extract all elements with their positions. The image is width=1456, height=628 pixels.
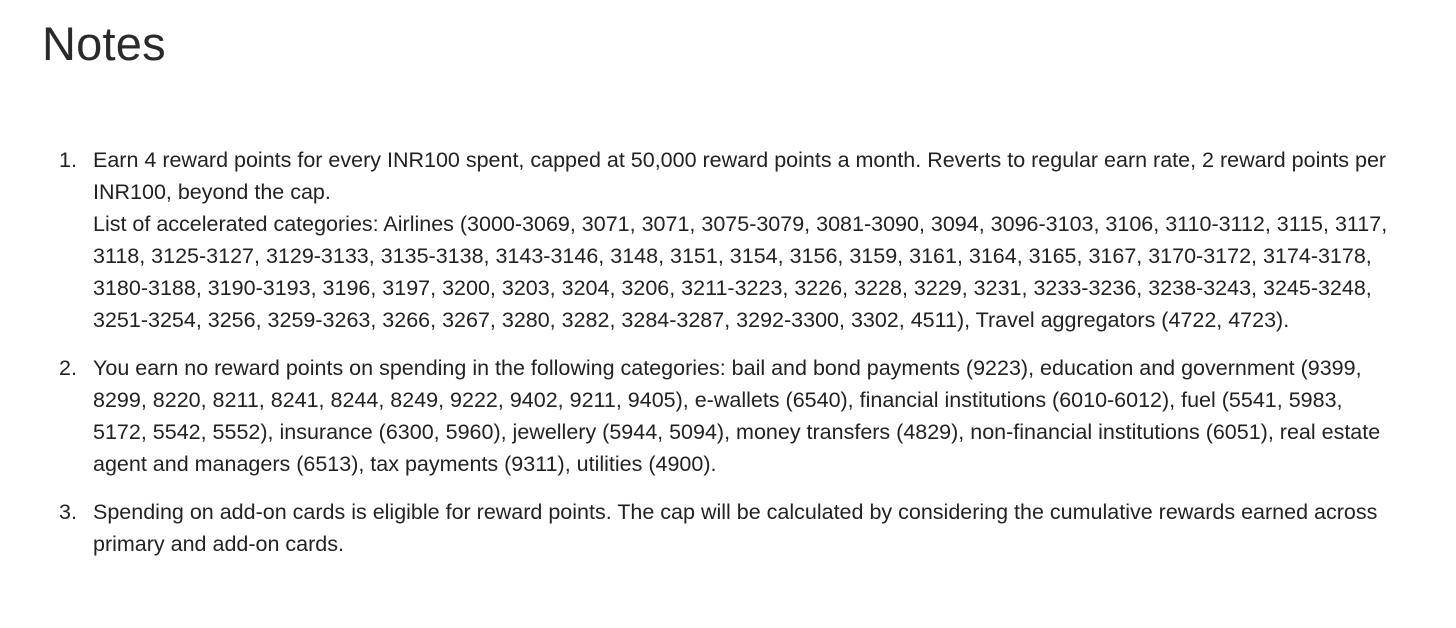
note-text: You earn no reward points on spending in the following categories: bail and bond payments (9223), education and government (9399, 8299, 8220, 8211, 8241, 8244, 8249, 9222, 9402, 9211, 9405), e-wallets (6540), financial institutions (6010-6012), fuel (5541, 5983, 5172, 5542, 5552), insurance (6300, 5960), jewellery (5944, 5094), money transfers (4829), non-financial institutions (6051), real estate agent and managers (6513), tax payments (9311), utilities (4900).	[93, 356, 1381, 476]
notes-list	[0, 144, 1440, 576]
note-number: 3.	[59, 500, 77, 524]
note-number: 2.	[59, 356, 77, 380]
note-number: 1.	[59, 148, 77, 172]
note-item-3	[0, 496, 1388, 560]
note-text: Spending on add-on cards is eligible for reward points. The cap will be calculated by considering the cumulative rewards earned across primary and add-on cards.	[93, 500, 1378, 556]
accelerated-categories-text: List of accelerated categories: Airlines (3000-3069, 3071, 3071, 3075-3079, 3081-3090, 3094, 3096-3103, 3106, 3110-3112, 3115, 3117, 3118, 3125-3127, 3129-3133, 3135-3138, 3143-3146, 3148, 3151, 3154, 3156, 3159, 3161, 3164, 3165, 3167, 3170-3172, 3174-3178, 3180-3188, 3190-3193, 3196, 3197, 3200, 3203, 3204, 3206, 3211-3223, 3226, 3228, 3229, 3231, 3233-3236, 3238-3243, 3245-3248, 3251-3254, 3256, 3259-3263, 3266, 3267, 3280, 3282, 3284-3287, 3292-3300, 3302, 4511), Travel aggregators (4722, 4723).	[93, 212, 1388, 332]
page-title: Notes	[42, 17, 166, 70]
note-item-1	[0, 144, 1388, 336]
note-item-2	[0, 352, 1388, 480]
note-text: Earn 4 reward points for every INR100 spent, capped at 50,000 reward points a month. Reverts to regular earn rate, 2 reward points per INR100, beyond the cap.	[93, 148, 1387, 204]
